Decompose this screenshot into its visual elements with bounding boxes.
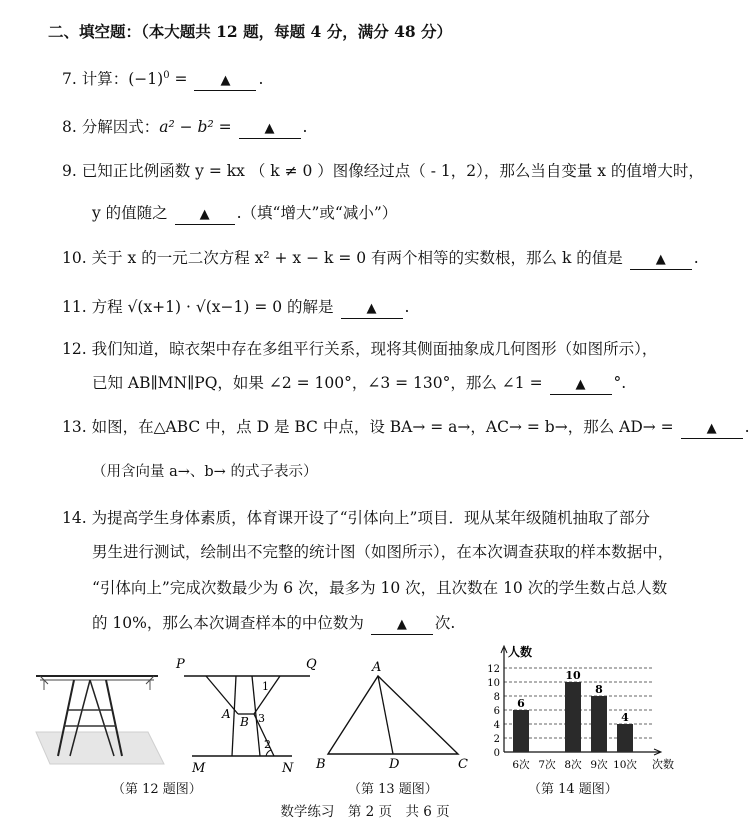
q9-text-1: 已知正比例函数 y = kx （ k ≠ 0 ）图像经过点（ - 1，2），那么当自变量 x 的值增大时， [81, 162, 704, 180]
q10-text: 关于 x 的一元二次方程 x² + x − k = 0 有两个相等的实数根，那么 k 的值是 [91, 249, 623, 267]
label-B: B [240, 715, 249, 729]
bar [513, 710, 529, 752]
answer-blank-9[interactable]: ▲ [175, 206, 235, 225]
fig-14-caption: （第 14 题图） [528, 782, 618, 797]
x-tick-label: 8次 [564, 759, 582, 771]
q14-text-2: 男生进行测试，绘制出不完整的统计图（如图所示），在本次调查获取的样本数据中， [92, 543, 674, 561]
answer-blank-11[interactable]: ▲ [341, 300, 403, 319]
q12-text-2b: °. [613, 374, 627, 392]
y-tick-label: 10 [487, 678, 500, 689]
x-tick-label: 6次 [512, 759, 530, 771]
question-12-line-1 [62, 339, 657, 359]
q13-text: 如图，在△ABC 中，点 D 是 BC 中点，设 BA→ = a→，AC→ = b→，那么 AD→ = [91, 418, 674, 436]
q8-expr: a² − b² = [159, 118, 232, 136]
q14-text-1: 为提高学生身体素质，体育课开设了“引体向上”项目．现从某年级随机抽取了部分 [91, 509, 650, 527]
question-9-line-2 [92, 203, 397, 225]
q13-note: （用含向量 a→、b→ 的式子表示） [92, 464, 318, 480]
question-14-line-4 [92, 613, 455, 635]
bar-value-label: 10 [565, 669, 581, 682]
answer-blank-8[interactable]: ▲ [239, 120, 301, 139]
q14-number: 14. [62, 509, 87, 527]
label-N: N [282, 761, 294, 776]
fig-12-diagram [170, 650, 320, 775]
x-tick-label: 9次 [590, 759, 608, 771]
bar-value-label: 8 [595, 683, 603, 696]
question-7: 7. 计算：$(-1)^0$ = ▲ . [62, 66, 263, 91]
q7-exponent: 0 [163, 70, 170, 81]
q8-number: 8. [62, 118, 77, 136]
bar [565, 682, 581, 752]
y-tick-label: 8 [493, 692, 500, 703]
y-axis-title: 人数 [508, 645, 533, 659]
question-12-line-2 [92, 373, 626, 395]
question-11: 11. 方程 √(x+1) · √(x−1) = 0 的解是 ▲ . [62, 297, 409, 319]
q12-text-1: 我们知道，晾衣架中存在多组平行关系，现将其侧面抽象成几何图形（如图所示）， [91, 340, 658, 358]
question-14-line-1 [62, 508, 650, 528]
bar [591, 696, 607, 752]
y-tick-label: 4 [493, 720, 500, 731]
q9-text-2b: .（填“增大”或“减小”） [236, 204, 398, 222]
y-tick-label: 6 [493, 706, 500, 717]
question-13: 13. 如图，在△ABC 中，点 D 是 BC 中点，设 BA→ = a→，AC→ = b→，那么 AD→ = ▲ . [62, 417, 750, 439]
answer-blank-13[interactable]: ▲ [681, 420, 743, 439]
section-header: 二、填空题：（本大题共 12 题，每题 4 分，满分 48 分） [48, 22, 453, 41]
fig-13-caption: （第 13 题图） [348, 782, 438, 797]
q12-number: 12. [62, 340, 87, 358]
page-footer: 数学练习 第 2 页 共 6 页 [280, 804, 450, 820]
q13-number: 13. [62, 418, 87, 436]
fig-13-triangle [312, 660, 472, 772]
q12-text-2a: 已知 AB∥MN∥PQ，如果 ∠2 = 100°，∠3 = 130°，那么 ∠1 = [92, 374, 543, 392]
question-10: 10. 关于 x 的一元二次方程 x² + x − k = 0 有两个相等的实数根，那么 k 的值是 ▲ . [62, 248, 699, 270]
answer-blank-7[interactable]: ▲ [194, 72, 256, 91]
q14-text-3: “引体向上”完成次数最少为 6 次，最多为 10 次，且次数在 10 次的学生数占总人数 [92, 579, 668, 597]
q9-text-2a: y 的值随之 [92, 204, 168, 222]
tri-label-B: B [316, 757, 326, 772]
y-tick-label: 12 [487, 664, 500, 675]
bar-value-label: 4 [621, 711, 629, 724]
tri-label-A: A [372, 660, 382, 675]
answer-blank-10[interactable]: ▲ [630, 251, 692, 270]
angle-2: 2 [264, 738, 271, 751]
tri-label-C: C [458, 757, 468, 772]
answer-blank-14[interactable]: ▲ [371, 616, 433, 635]
q11-text: 方程 √(x+1) · √(x−1) = 0 的解是 [91, 298, 334, 316]
x-axis-title: 次数 [652, 758, 674, 771]
q7-expr: (−1) [128, 70, 164, 89]
x-tick-label: 7次 [538, 759, 556, 771]
q8-text: 分解因式： [81, 118, 160, 136]
bar-value-label: 6 [517, 697, 525, 710]
label-M: M [192, 761, 206, 776]
angle-1: 1 [262, 680, 269, 693]
y-tick-label: 2 [493, 734, 500, 745]
label-A: A [222, 707, 231, 721]
q10-number: 10. [62, 249, 87, 267]
q7-text: 计算： [81, 70, 129, 89]
label-Q: Q [306, 657, 317, 672]
q14-text-4b: 次. [434, 614, 456, 632]
q11-number: 11. [62, 298, 87, 316]
bar [617, 724, 633, 752]
label-P: P [176, 657, 185, 672]
angle-3: 3 [258, 712, 265, 725]
y-tick-label: 0 [493, 748, 500, 759]
question-9-line-1 [62, 161, 704, 181]
q9-number: 9. [62, 162, 77, 180]
clothes-rack-illustration [30, 660, 170, 770]
q7-number: 7. [62, 70, 77, 89]
q14-text-4a: 的 10%，那么本次调查样本的中位数为 [92, 614, 364, 632]
fig-12-caption: （第 12 题图） [112, 782, 202, 797]
fig-14-bar-chart [478, 642, 700, 778]
question-8: 8. 分解因式：a² − b² = ▲ . [62, 117, 307, 139]
answer-blank-12[interactable]: ▲ [550, 376, 612, 395]
q7-equals: = [169, 70, 188, 89]
x-tick-label: 10次 [613, 759, 637, 771]
tri-label-D: D [389, 757, 400, 772]
